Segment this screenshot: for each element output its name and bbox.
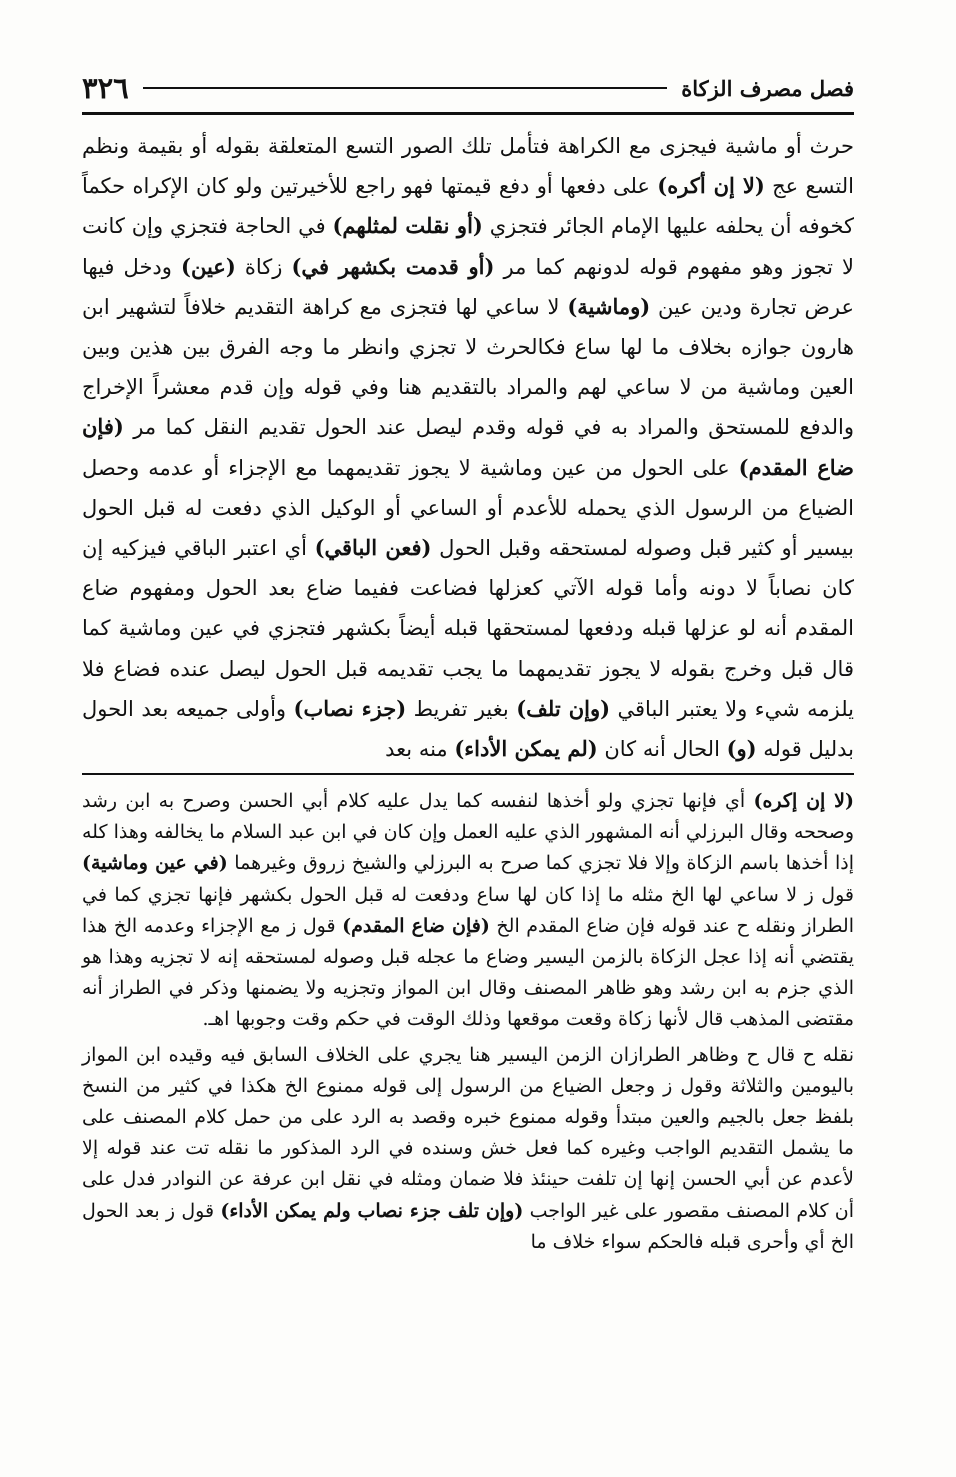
text-run: قول ز بعد الحول الخ أي وأحرى قبله فالحكم سواء خلاف ما (82, 1199, 854, 1253)
text-run: على دفعها أو دفع قيمتها فهو راجع للأخيرتين ولو كان الإكراه حكماً كخوفه أن يحلفه عليها الإمام الجائر فتجزي (82, 174, 854, 239)
page-header (82, 68, 854, 108)
quoted-matn: (فإن ضاع المقدم) (82, 414, 854, 480)
quoted-matn: (أو قدمت بكشهر في) (291, 253, 495, 279)
main-text (82, 126, 854, 769)
note-paragraph (82, 786, 854, 1036)
note-paragraph (82, 1040, 854, 1258)
quoted-matn: (عين) (181, 253, 236, 279)
quoted-matn: (أو نقلت لمثلهم) (332, 213, 483, 239)
text-run: بغير تفريط (406, 696, 517, 721)
quoted-matn: (وإن تلف جزء نصاب ولم يمكن الأداء) (220, 1199, 524, 1222)
text-run: أي اعتبر الباقي فيزكيه إن كان نصاباً لا دونه وأما قوله الآتي كعزلها فضاعت ففيما ضاع بعد الحول ومفهوم ضاع المقدم أنه لو عزلها قبله ودفعها لمستحقها قبله أيضاً بكشهر فتجزي في عين وماشية كما قال قبل وخرج بقوله لا يجوز تقديمهما ما يجب تقديمه قبل الحول ليصل عنده فضاع فلا يلزمه شيء ولا يعتبر الباقي (82, 536, 854, 721)
text-run: حرث أو ماشية فيجزى مع الكراهة فتأمل تلك الصور التسع المتعلقة بقوله أو بقيمة ونظم التسع عج (82, 134, 854, 199)
text-run: قول ز مع الإجزاء وعدمه الخ هذا يقتضي أنه إذا عجل الزكاة بالزمن اليسير وضاع ما عجله قبل وصوله لمستحقه إنه لا تجزيه وهذا هو الذي جزم به ابن رشد وهو ظاهر المصنف وقال ابن المواز وتجزيه ولا يضمنها وذكر في الطراز أنه مقتضى المذهب قال لأنها زكاة وقعت موقعها وذلك الوقت في حكم وقت وجوبها اهـ. (82, 914, 854, 1031)
text-run: ودخل فيها عرض تجارة ودين عين (82, 254, 855, 319)
quoted-matn: (وماشية) (567, 293, 651, 319)
quoted-matn: (جزء نصاب) (293, 695, 407, 721)
header-rule (143, 87, 667, 89)
quoted-matn: (لا إن أكره) (657, 173, 765, 199)
footnote-divider (82, 773, 854, 775)
text-run: منه بعد (385, 737, 455, 762)
text-run: وأولى جميعه بعد الحول بدليل قوله (82, 696, 854, 762)
text-run: الحال أنه كان (597, 737, 727, 762)
page-number: ٣٢٦ (82, 71, 129, 105)
commentary-notes (82, 786, 854, 1258)
quoted-matn: (فعن الباقي) (314, 535, 432, 561)
text-run: زكاة (235, 254, 292, 279)
section-title: فصل مصرف الزكاة (681, 75, 854, 101)
header-underline (82, 112, 854, 115)
quoted-matn: (لم يمكن الأداء) (454, 736, 598, 762)
quoted-matn: (و) (726, 736, 757, 762)
text-run: في الحاجة فتجزي وإن كانت لا تجوز وهو مفهوم قوله لدونهم كما مر (82, 214, 855, 279)
quoted-matn: (وإن تلف) (516, 695, 611, 721)
quoted-matn: (لا إن إكره) (753, 790, 855, 812)
text-run: لا ساعي لها فتجزى مع كراهة التقديم خلافاً لتشهير ابن هارون جوازه بخلاف ما لها ساع فكالحرث لا تجزي وانظر ما وجه الفرق بين هذين وبين العين وماشية من لا ساعي لهم والمراد بالتقديم هنا وفي قوله وإن قدم معشراً الإخراج والدفع للمستحق والمراد به في قوله وقدم ليصل عند الحول تقديم النقل كما مر (82, 294, 854, 440)
quoted-matn: (فإن ضاع المقدم) (342, 914, 490, 937)
text-run: على الحول من عين وماشية لا يجوز تقديمهما مع الإجزاء أو عدمه وحصل الضياع من الرسول الذي يحمله للأعدم أو الساعي أو الوكيل الذي دفعت له قبل الحول بيسير أو كثير قبل وصوله لمستحقه وقبل الحول (82, 455, 854, 561)
text-run: أي فإنها تجزي ولو أخذها لنفسه كما يدل عليه كلام أبي الحسن وصرح به ابن رشد وصححه وقال البرزلي أنه المشهور الذي عليه العمل وإن كان في ابن عبد السلام ما يخالفه وهذا كله إذا أخذها باسم الزكاة وإلا فلا تجزي كما صرح به البرزلي والشيخ زروق وغيرهما (82, 790, 854, 875)
quoted-matn: (في عين وماشية) (82, 852, 228, 875)
text-run: قول ز لا ساعي لها الخ مثله ما إذا كان لها ساع ودفعت له قبل الحول بكشهر فإنها تجزي كما في الطراز ونقله ح عند قوله فإن ضاع المقدم الخ (82, 883, 854, 937)
text-run: نقله ح قال ح وظاهر الطرازان الزمن اليسير هنا يجري على الخلاف السابق فيه وقيده ابن المواز باليومين والثلاثة وقول ز وجعل الضياع من الرسول إلى قوله ممنوع الخ هكذا في كثير من النسخ بلفظ جعل بالجيم والعين مبتدأ وقوله ممنوع خبره وقصد به الرد على من حمل كلام المصنف على ما يشمل التقديم الواجب وغيره كما فعل خش وسنده في الرد المذكور ما نقله تت عند قوله إلا لأعدم عن أبي الحسن إنها إن تلفت حينئذ فلا ضمان ومثله في نقل ابن عرفة عن النوادر فدل على أن كلام المصنف مقصور على غير الواجب (82, 1043, 854, 1222)
